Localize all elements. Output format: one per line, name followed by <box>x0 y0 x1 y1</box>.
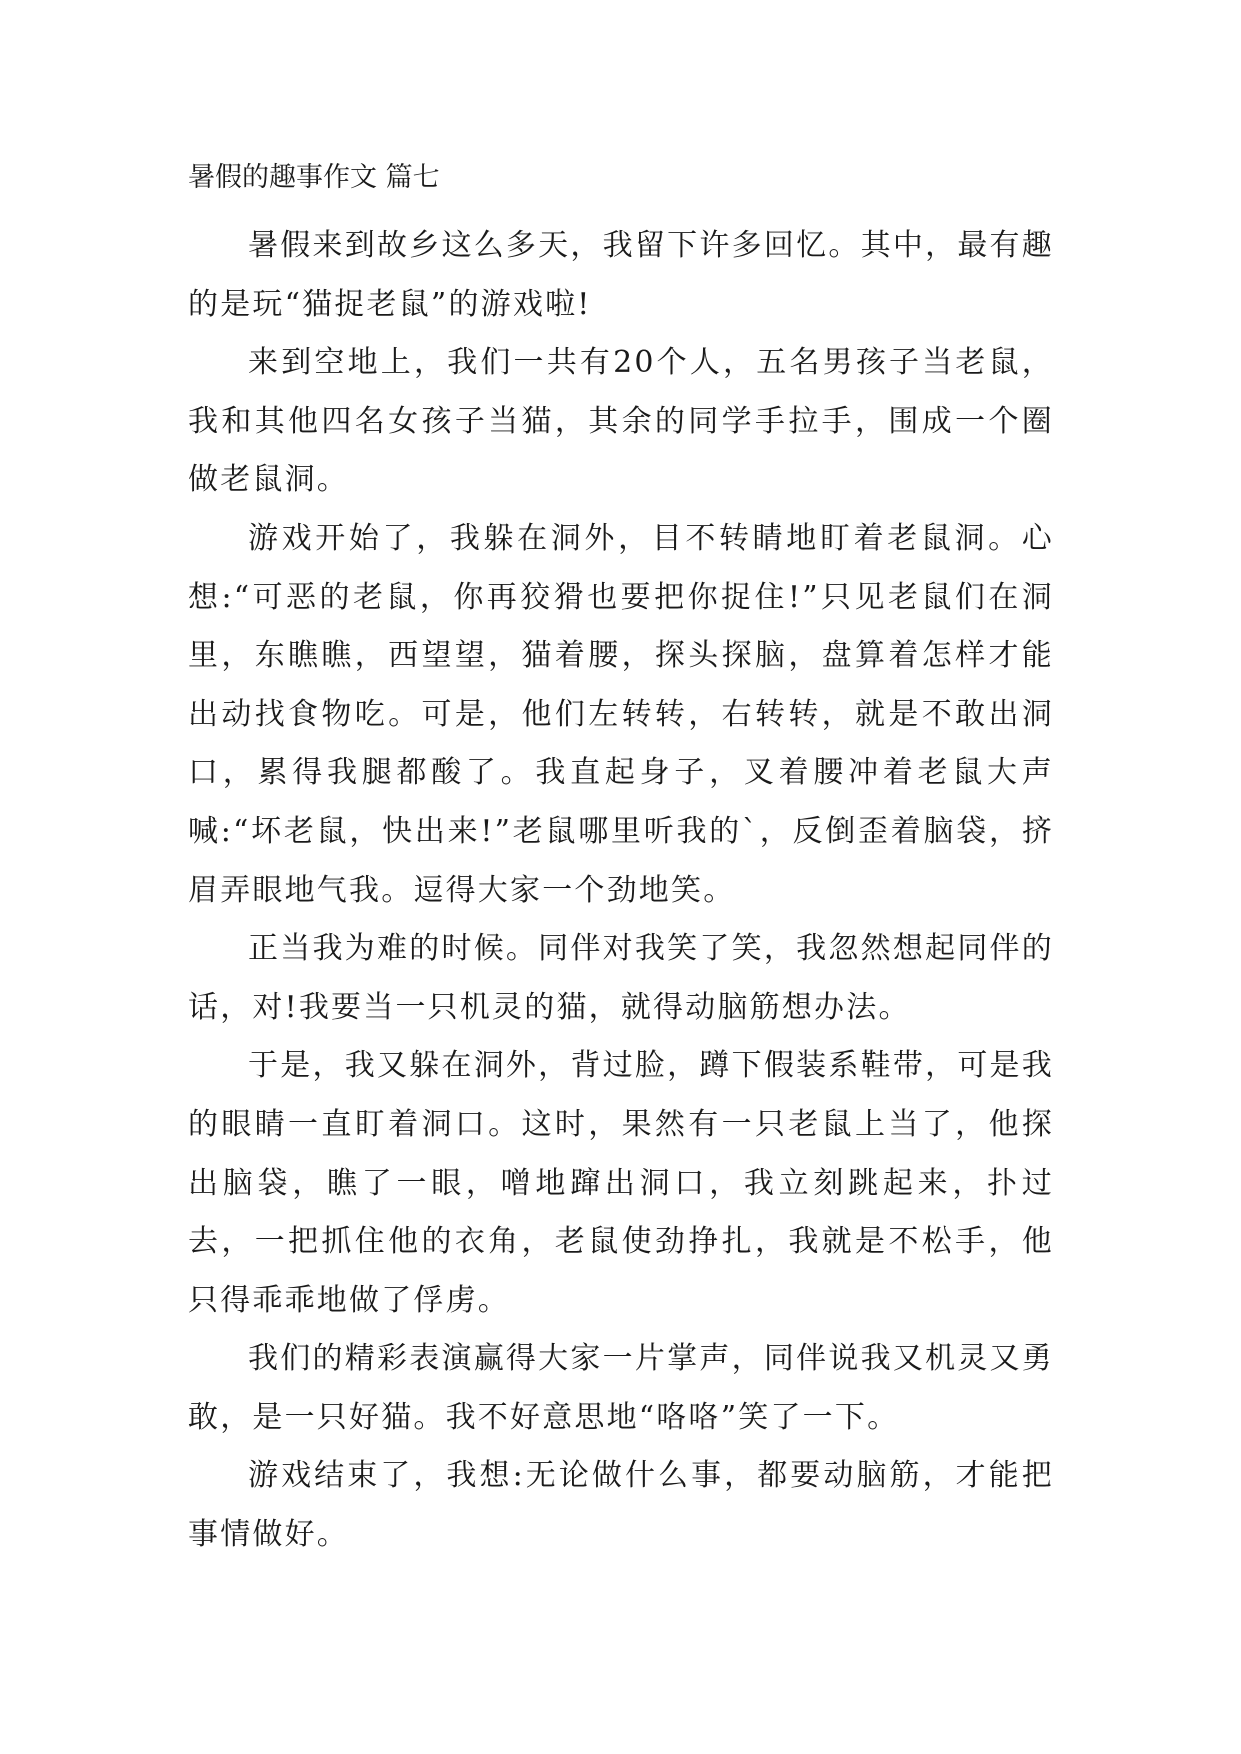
paragraph: 游戏结束了，我想:无论做什么事，都要动脑筋，才能把事情做好。 <box>188 1458 1054 1553</box>
document-title: 暑假的趣事作文 篇七 <box>188 162 440 193</box>
paragraph: 于是，我又躲在洞外，背过脸，蹲下假装系鞋带，可是我的眼睛一直盯着洞口。这时，果然有一只老鼠上当了，他探出脑袋，瞧了一眼，噌地蹿出洞口，我立刻跳起来，扑过去，一把抓住他的衣角，老鼠使劲挣扎，我就是不松手，他只得乖乖地做了俘虏。 <box>188 1048 1054 1318</box>
paragraph: 游戏开始了，我躲在洞外，目不转睛地盯着老鼠洞。心想:“可恶的老鼠，你再狡猾也要把你捉住!”只见老鼠们在洞里，东瞧瞧，西望望，猫着腰，探头探脑，盘算着怎样才能出动找食物吃。可是，他们左转转，右转转，就是不敢出洞口，累得我腿都酸了。我直起身子，叉着腰冲着老鼠大声喊:“坏老鼠，快出来!”老鼠哪里听我的`，反倒歪着脑袋，挤眉弄眼地气我。逗得大家一个劲地笑。 <box>188 520 1054 908</box>
document-body <box>188 158 1054 1565</box>
paragraph: 我们的精彩表演赢得大家一片掌声，同伴说我又机灵又勇敢，是一只好猫。我不好意思地“咯咯”笑了一下。 <box>188 1341 1054 1435</box>
paragraph: 正当我为难的时候。同伴对我笑了笑，我忽然想起同伴的话，对!我要当一只机灵的猫，就得动脑筋想办法。 <box>188 931 1054 1025</box>
paragraph: 来到空地上，我们一共有20个人，五名男孩子当老鼠，我和其他四名女孩子当猫，其余的同学手拉手，围成一个圈做老鼠洞。 <box>188 345 1054 498</box>
paragraph: 暑假来到故乡这么多天，我留下许多回忆。其中，最有趣的是玩“猫捉老鼠”的游戏啦! <box>188 228 1054 322</box>
